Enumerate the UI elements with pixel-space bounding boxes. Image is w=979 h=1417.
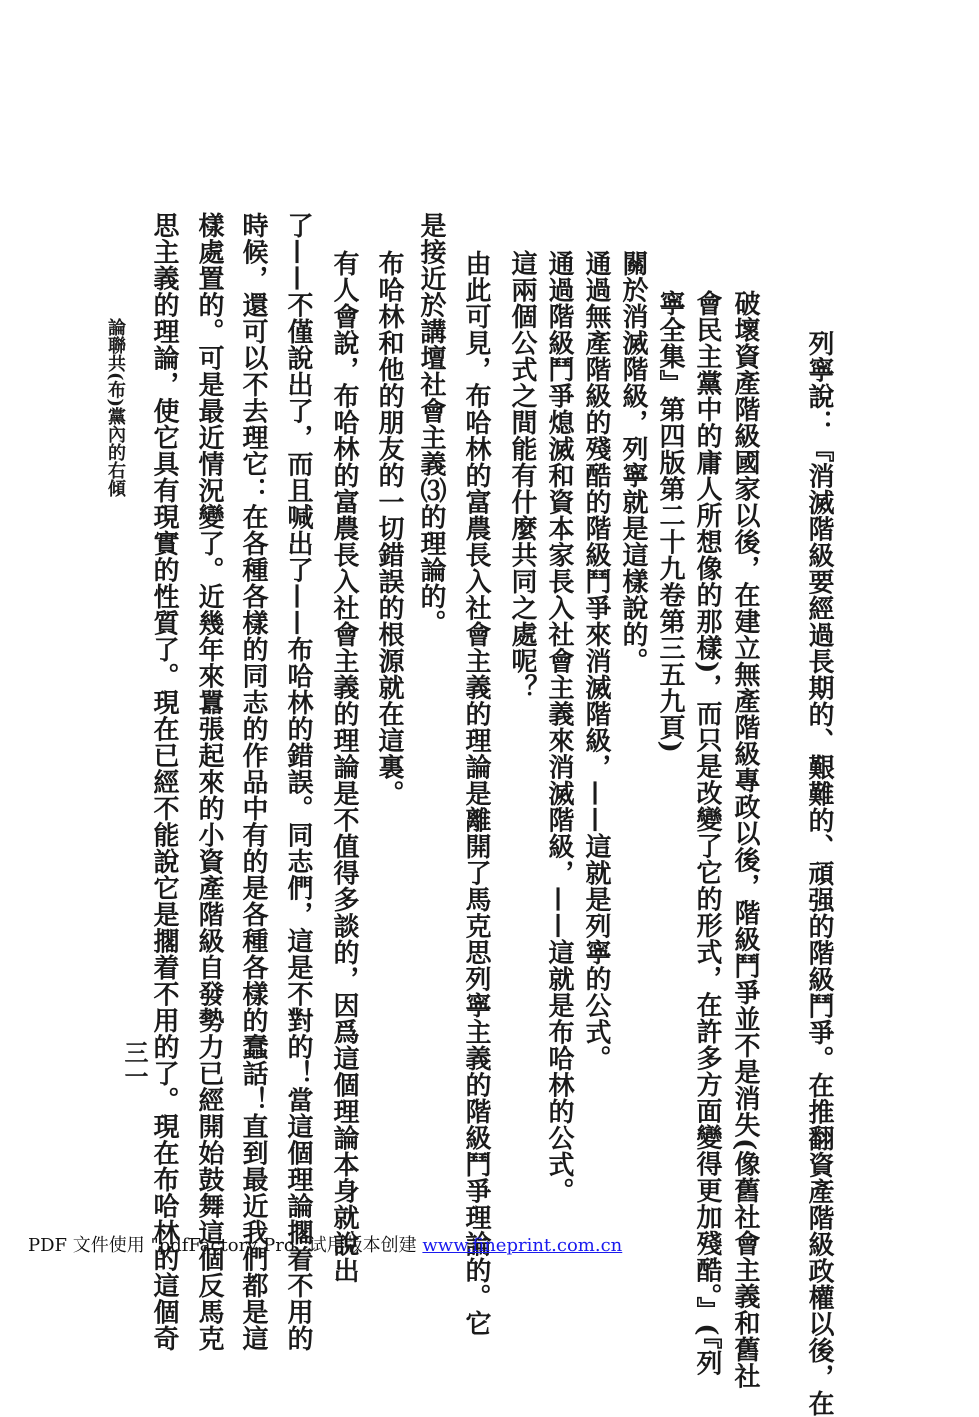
text-column-8: 這兩個公式之間能有什麼共同之處呢？ — [507, 250, 537, 701]
text-column-4: 寧全集』第四版第二十九卷第三五九頁) — [655, 290, 685, 754]
text-column-3: 會民主黨中的庸人所想像的那樣)，而只是改變了它的形式，在許多方面變得更加殘酷。』(『列 — [692, 290, 722, 1377]
page-number: 三一 — [120, 1040, 149, 1088]
footer-text: PDF 文件使用 "pdfFactory Pro" 试用版本创建 — [28, 1235, 423, 1256]
text-column-10: 是接近於講壇社會主義⑶的理論的。 — [416, 212, 446, 636]
text-column-5: 關於消滅階級，列寧就是這樣說的。 — [618, 250, 648, 674]
running-header: 論聯共(布)黨內的右傾 — [105, 318, 126, 498]
text-column-11: 布哈林和他的朋友的一切錯誤的根源就在這裏。 — [374, 250, 404, 807]
text-column-6: 通過無產階級的殘酷的階級鬥爭來消滅階級，——這就是列寧的公式。 — [581, 250, 611, 1072]
text-column-16: 思主義的理論，使它具有現實的性質了。現在已經不能說它是擱着不用的了。現在布哈林的這個奇 — [149, 212, 179, 1352]
pdf-footer — [28, 1231, 622, 1257]
text-column-1: 列寧說：『消滅階級要經過長期的、艱難的、頑强的階級鬥爭。在推翻資產階級政權以後，在 — [804, 330, 834, 1417]
text-column-9: 由此可見，布哈林的富農長入社會主義的理論是離開了馬克思列寧主義的階級鬥爭理論的。它 — [461, 250, 491, 1337]
text-column-14: 時候，還可以不去理它：在各種各樣的同志的作品中有的是各種各樣的蠢話！直到最近我們都是這 — [238, 212, 268, 1352]
text-column-15: 樣處置的。可是最近情況變了。近幾年來囂張起來的小資產階級自發勢力已經開始鼓舞這個反馬克 — [194, 212, 224, 1352]
footer-link[interactable]: www.fineprint.com.cn — [422, 1235, 623, 1256]
text-column-7: 通過階級鬥爭熄滅和資本家長入社會主義來消滅階級，——這就是布哈林的公式。 — [544, 250, 574, 1204]
text-column-2: 破壞資產階級國家以後，在建立無產階級專政以後，階級鬥爭並不是消失(像舊社會主義和舊社 — [730, 290, 760, 1390]
text-column-12: 有人會說，布哈林的富農長入社會主義的理論是不值得多談的，因爲這個理論本身就說出 — [329, 250, 359, 1284]
text-column-13: 了——不僅說出了，而且喊出了——布哈林的錯誤。同志們，這是不對的！當這個理論擱着不用的 — [283, 212, 313, 1352]
